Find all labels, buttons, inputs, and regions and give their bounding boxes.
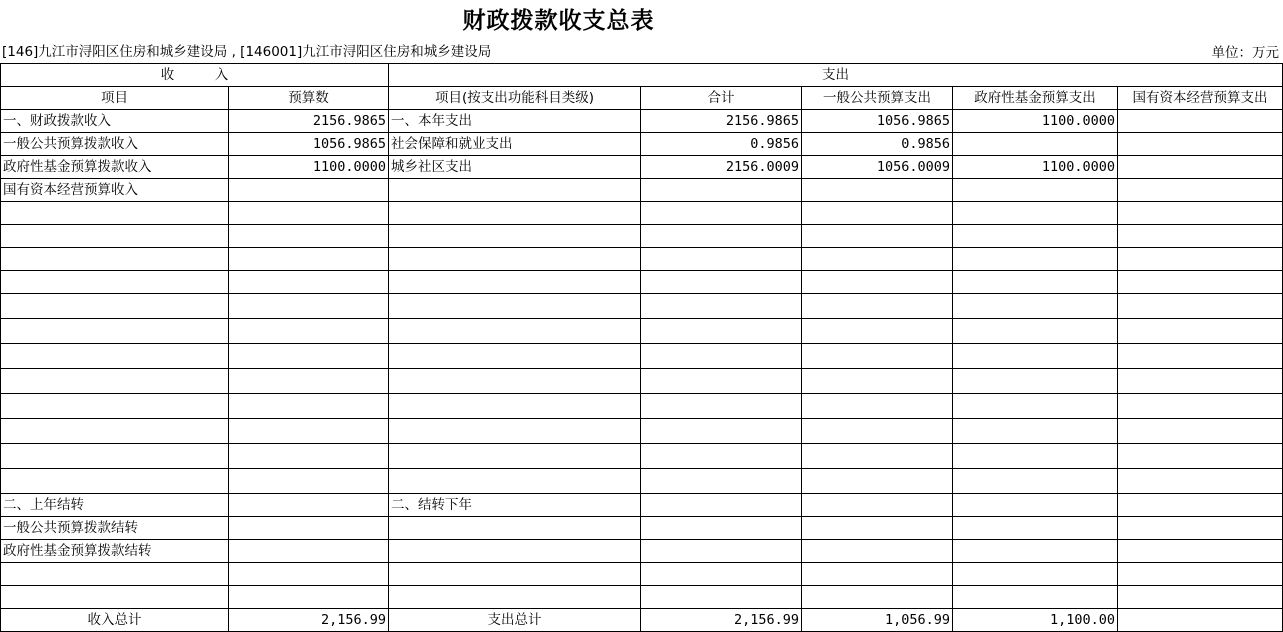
header-row-2 xyxy=(1,87,1283,110)
table-row xyxy=(1,110,1283,133)
income-total-value: 2,156.99 xyxy=(229,609,389,632)
budget-summary-table xyxy=(0,63,1283,632)
expense-item-cell: 一、本年支出 xyxy=(389,110,641,133)
table-row xyxy=(1,179,1283,202)
totals-row xyxy=(1,609,1283,632)
col-total: 合计 xyxy=(641,87,802,110)
carry-row xyxy=(1,517,1283,540)
empty-row xyxy=(1,444,1283,469)
expense-item-cell xyxy=(389,179,641,202)
expense-total-value: 2,156.99 xyxy=(641,609,802,632)
carry-income-general: 一般公共预算拨款结转 xyxy=(1,517,229,540)
empty-row xyxy=(1,563,1283,586)
gov-fund-cell: 1100.0000 xyxy=(953,156,1118,179)
report-title: 财政拨款收支总表 xyxy=(462,8,655,34)
gov-fund-total-value: 1,100.00 xyxy=(953,609,1118,632)
organization-label: [146]九江市浔阳区住房和城乡建设局 , [146001]九江市浔阳区住房和城乡建设局 xyxy=(2,44,492,60)
state-capital-total-value xyxy=(1118,609,1283,632)
income-value-cell: 1056.9865 xyxy=(229,133,389,156)
col-expense-item: 项目(按支出功能科目类级) xyxy=(389,87,641,110)
carry-expense-title: 二、结转下年 xyxy=(389,494,641,517)
empty-row xyxy=(1,294,1283,319)
table-row xyxy=(1,133,1283,156)
total-cell xyxy=(641,179,802,202)
carry-income-gov: 政府性基金预算拨款结转 xyxy=(1,540,229,563)
gov-fund-cell xyxy=(953,179,1118,202)
empty-row xyxy=(1,394,1283,419)
col-income-budget: 预算数 xyxy=(229,87,389,110)
unit-label: 单位：万元 xyxy=(1211,45,1279,61)
carry-row xyxy=(1,540,1283,563)
expense-total-label: 支出总计 xyxy=(389,609,641,632)
state-capital-cell xyxy=(1118,110,1283,133)
expense-header: 支出 xyxy=(389,64,1283,87)
col-income-item: 项目 xyxy=(1,87,229,110)
empty-row xyxy=(1,248,1283,271)
income-item-cell: 一、财政拨款收入 xyxy=(1,110,229,133)
income-item-cell: 政府性基金预算拨款收入 xyxy=(1,156,229,179)
income-total-label: 收入总计 xyxy=(1,609,229,632)
empty-row xyxy=(1,225,1283,248)
gov-fund-cell xyxy=(953,133,1118,156)
col-gov-fund: 政府性基金预算支出 xyxy=(953,87,1118,110)
empty-row xyxy=(1,202,1283,225)
expense-item-cell: 城乡社区支出 xyxy=(389,156,641,179)
header-row-1 xyxy=(1,64,1283,87)
empty-row xyxy=(1,271,1283,294)
carry-income-title: 二、上年结转 xyxy=(1,494,229,517)
income-value-cell: 2156.9865 xyxy=(229,110,389,133)
general-cell: 1056.0009 xyxy=(802,156,953,179)
empty-row xyxy=(1,469,1283,494)
empty-row xyxy=(1,344,1283,369)
income-value-cell xyxy=(229,179,389,202)
empty-row xyxy=(1,319,1283,344)
state-capital-cell xyxy=(1118,156,1283,179)
general-cell xyxy=(802,179,953,202)
carry-row xyxy=(1,494,1283,517)
total-cell: 0.9856 xyxy=(641,133,802,156)
income-value-cell: 1100.0000 xyxy=(229,156,389,179)
col-general: 一般公共预算支出 xyxy=(802,87,953,110)
state-capital-cell xyxy=(1118,133,1283,156)
income-item-cell: 一般公共预算拨款收入 xyxy=(1,133,229,156)
general-total-value: 1,056.99 xyxy=(802,609,953,632)
state-capital-cell xyxy=(1118,179,1283,202)
empty-row xyxy=(1,369,1283,394)
empty-row xyxy=(1,586,1283,609)
table-row xyxy=(1,156,1283,179)
income-header: 收 入 xyxy=(1,64,389,87)
general-cell: 1056.9865 xyxy=(802,110,953,133)
general-cell: 0.9856 xyxy=(802,133,953,156)
total-cell: 2156.0009 xyxy=(641,156,802,179)
income-item-cell: 国有资本经营预算收入 xyxy=(1,179,229,202)
col-state-capital: 国有资本经营预算支出 xyxy=(1118,87,1283,110)
expense-item-cell: 社会保障和就业支出 xyxy=(389,133,641,156)
total-cell: 2156.9865 xyxy=(641,110,802,133)
gov-fund-cell: 1100.0000 xyxy=(953,110,1118,133)
empty-row xyxy=(1,419,1283,444)
